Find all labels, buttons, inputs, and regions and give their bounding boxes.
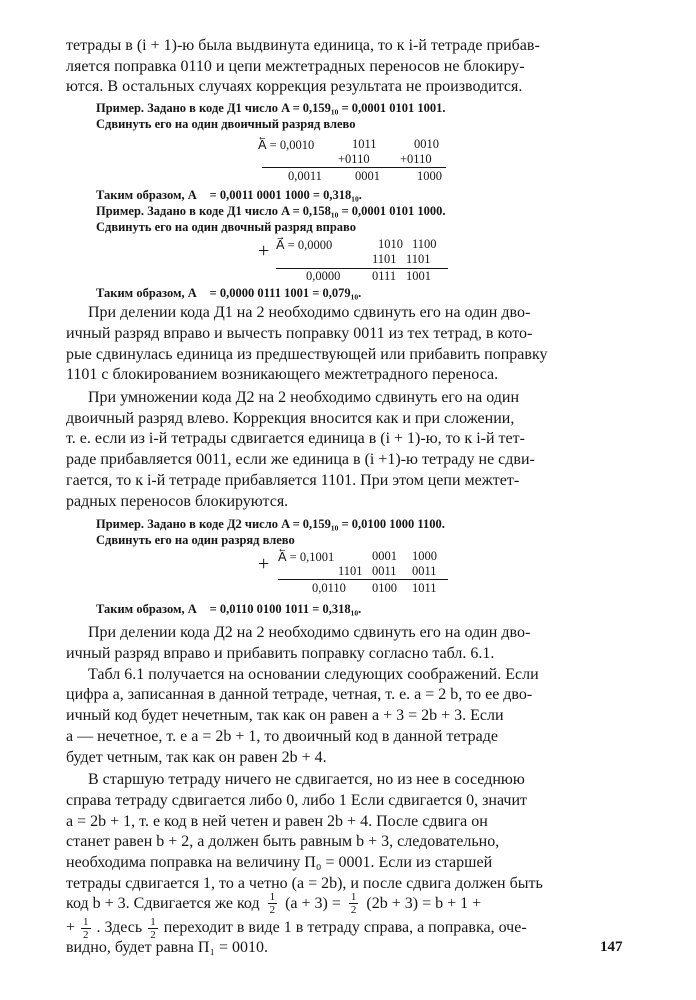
calc-operand: A⃖ = 0,1001: [278, 549, 335, 564]
page-number: 147: [600, 938, 623, 955]
formula-text: . Здесь: [96, 919, 143, 937]
calc-operand: A⃗ = 0,0000: [276, 237, 333, 252]
calc-correction: 1101: [406, 251, 431, 266]
calc-divider: [276, 268, 448, 269]
text-line: тетрады в (i + 1)-ю была выдвинута единица, то к i-й тетраде прибав-: [66, 36, 540, 54]
fraction-numerator: 1: [350, 891, 357, 904]
formula-text: +: [66, 919, 76, 937]
fraction-denominator: 2: [350, 904, 357, 917]
calc-correction: +0110: [400, 151, 432, 166]
example-task: Сдвинуть его на один двоичный разряд влево: [96, 116, 356, 131]
text-line: a — нечетное, т. е a = 2b + 1, то двоичный код в данной тетраде: [66, 727, 499, 745]
example-conclusion: Таким образом, A⃖ = 0,0110 0100 1011 = 0,318₁₀.: [96, 601, 362, 616]
fraction-denominator: 2: [83, 928, 89, 941]
text-line: ются. В остальных случаях коррекция результата не производится.: [66, 78, 523, 96]
text-line: двоичный разряд влево. Коррекция вносится как и при сложении,: [66, 409, 515, 427]
example-conclusion: Таким образом, A⃗ = 0,0000 0111 1001 = 0,079₁₀.: [96, 286, 362, 301]
text-line: будет четным, так как он равен 2b + 4.: [66, 748, 327, 766]
text-line: В старшую тетраду ничего не сдвигается, но из нее в соседнюю: [88, 771, 525, 789]
fraction-numerator: 1: [150, 915, 156, 928]
text-line: раде прибавляется 0011, если же единица в (i +1)-ю тетраду не сдви-: [66, 451, 535, 469]
calc-cell: 1011: [352, 136, 377, 151]
fraction: [148, 916, 158, 941]
calc-cell: 0001: [372, 548, 397, 563]
fraction-numerator: 1: [269, 891, 276, 904]
text-line: a = 2b + 1, т. е код в ней четен и равен 2b + 4. После сдвига он: [66, 812, 488, 830]
text-line: т. е. если из i-й тетрады сдвигается единица в (i + 1)-ю, то к i-й тет-: [66, 430, 525, 448]
calc-result: 1001: [406, 269, 431, 284]
text-line: Табл 6.1 получается на основании следующих соображений. Если: [88, 665, 539, 683]
formula-text: (2b + 3) = b + 1 +: [366, 894, 482, 912]
text-line: рые сдвинулась единица из предшествующей или прибавить поправку: [66, 345, 548, 363]
calc-result: 0,0000: [306, 269, 341, 284]
formula-text: код b + 3. Сдвигается же код: [66, 894, 260, 912]
calc-cell: 1010: [378, 236, 403, 251]
calc-correction: 1101: [372, 251, 397, 266]
formula-text: переходит в виде 1 в тетраду справа, а поправка, оче-: [163, 919, 527, 937]
fraction: [349, 891, 359, 916]
example-statement: Пример. Задано в коде Д1 число A = 0,159₁₀ = 0,0001 0101 1001.: [96, 100, 446, 115]
text-line: При делении кода Д2 на 2 необходимо сдвинуть его на один дво-: [88, 624, 531, 642]
text-line: При делении кода Д1 на 2 необходимо сдвинуть его на один дво-: [88, 304, 531, 322]
calc-correction: 1101: [338, 564, 363, 578]
calc-divider: [262, 167, 446, 168]
example-task: Сдвинуть его на один двочный разряд вправо: [96, 219, 356, 234]
formula-text: (a + 3) =: [285, 894, 341, 912]
calc-result: 1011: [412, 580, 437, 595]
text-line: При умножении кода Д2 на 2 необходимо сдвинуть его на один: [88, 388, 520, 406]
example-conclusion: Таким образом, A⃖ = 0,0011 0001 1000 = 0,318₁₀.: [96, 187, 362, 202]
text-line: тетрады сдвигается 1, то а четно (a = 2b), и после сдвига должен быть: [66, 874, 543, 892]
text-line: цифра a, записанная в данной тетраде, четная, т. е. a = 2 b, то ее дво-: [66, 686, 533, 704]
text-line: ичный код будет нечетным, так как он равен a + 3 = 2b + 3. Если: [66, 707, 504, 725]
calc-result: 1000: [417, 168, 442, 183]
fraction-numerator: 1: [83, 915, 89, 928]
example-task: Сдвинуть его на один разряд влево: [96, 532, 295, 547]
calc-cell: 1000: [412, 548, 437, 563]
text-line: радных переносов блокируются.: [66, 492, 289, 510]
calc-correction: 0011: [372, 564, 397, 578]
plus-sign: +: [258, 552, 270, 575]
fraction: [81, 916, 91, 941]
calc-result: 0111: [372, 269, 397, 284]
text-line: видно, будет равна П₁ = 0010.: [66, 938, 269, 956]
calc-cell: 1100: [412, 236, 437, 251]
calc-correction: 0011: [412, 564, 437, 578]
text-line: ляется поправка 0110 и цепи межтетрадных переносов не блокиру-: [66, 57, 525, 75]
text-line: ичный разряд вправо и вычесть поправку 0011 из тех тетрад, в кото-: [66, 324, 533, 342]
fraction-denominator: 2: [150, 928, 156, 941]
text-line: ичный разряд вправо и прибавить поправку согласно табл. 6.1.: [66, 644, 495, 662]
text-line: гается, то к i-й тетраде прибавляется 1101. При этом цепи межтет-: [66, 471, 520, 489]
calc-result: 0100: [372, 580, 397, 595]
text-line: 1101 с блокированием возникающего межтетрадного переноса.: [66, 366, 499, 384]
text-line: необходима поправка на величину П₀ = 0001. Если из старшей: [66, 853, 493, 871]
fraction: [268, 891, 278, 916]
calc-correction: +0110: [338, 151, 370, 166]
text-line: справа тетраду сдвигается либо 0, либо 1 Если сдвигается 0, значит: [66, 791, 528, 809]
example-statement: Пример. Задано в коде Д2 число A = 0,159₁₀ = 0,0100 1000 1100.: [96, 516, 445, 531]
calc-operand: A⃖ = 0,0010: [258, 137, 315, 152]
calc-result: 0,0110: [312, 580, 346, 595]
text-line: станет равен b + 2, а должен быть равным b + 3, следовательно,: [66, 833, 500, 851]
plus-sign: +: [258, 240, 270, 263]
calc-result: 0001: [355, 168, 380, 183]
calc-result: 0,0011: [288, 168, 322, 183]
example-statement: Пример. Задано в коде Д1 число A = 0,158₁₀ = 0,0001 0101 1000.: [96, 203, 446, 218]
fraction-denominator: 2: [269, 904, 276, 917]
calc-cell: 0010: [414, 136, 439, 151]
